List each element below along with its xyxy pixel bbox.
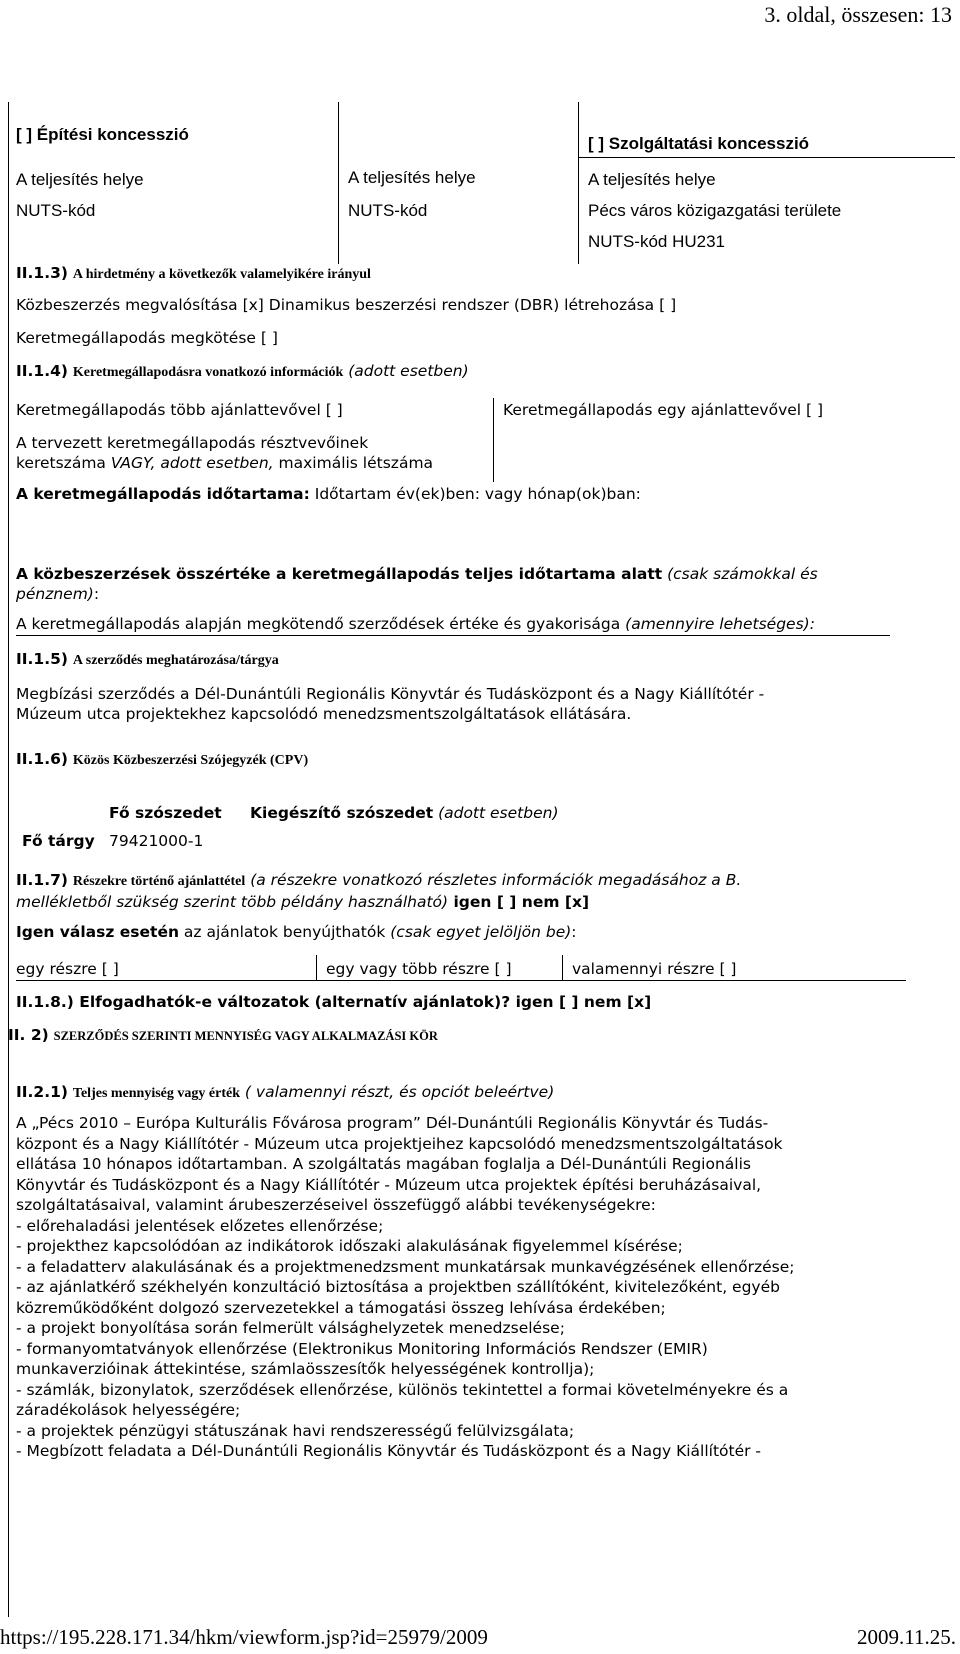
text-line: - számlák, bizonylatok, szerződések ellenőrzése, különös tekintettel a formai követelményekre és a [16,1380,789,1399]
section-note: (a részekre vonatkozó részletes információk megadásához a B. [250,871,742,889]
footer-url[interactable]: https://195.228.171.34/hkm/viewform.jsp?id=25979/2009 [0,1625,488,1649]
page-indicator: 3. oldal, összesen: 13 [764,2,952,27]
total-label: A közbeszerzések összértéke a keretmegállapodás teljes időtartama alatt [16,565,663,583]
section-number: II.1.6) [16,750,68,768]
table-divider-1 [338,102,339,264]
section-number: II.1.5) [16,650,68,668]
section-title: SZERZŐDÉS SZERINTI MENNYISÉG VAGY ALKALMAZÁSI KÖR [53,1029,438,1043]
section-2-heading [8,1026,438,1044]
planned-participants-2 [16,454,433,472]
contract-description-2: Múzeum utca projektekhez kapcsolódó menedzsmentszolgáltatások ellátására. [16,705,632,723]
col2-nuts-label: NUTS-kód [348,201,428,220]
tender-submission [16,923,577,941]
section-title: Közös Közbeszerzési Szójegyzék (CPV) [72,753,309,768]
contract-description-1: Megbízási szerződés a Dél-Dunántúli Regionális Könyvtár és Tudásközpont és a Nagy Kiállítótér - [16,685,765,703]
total-note: pénznem) [16,585,94,603]
section-117-heading [16,871,741,890]
yes-text: az ajánlatok benyújthatók [179,923,391,941]
variants-question: II.1.8.) Elfogadhatók-e változatok (alternatív ajánlatok)? igen [ ] nem [x] [16,993,652,1011]
section-number: II.1.4) [16,362,68,380]
lot-option-one: egy részre [ ] [16,960,119,978]
text-line: Könyvtár és Tudásközpont és a Nagy Kiállítótér - Múzeum utca projektek építési beruházásaival, [16,1175,762,1194]
col1-place-label: A teljesítés helye [16,170,144,189]
framework-duration [16,485,641,503]
section-title: Keretmegállapodásra vonatkozó információk [72,365,344,380]
text-line: közreműködőként dolgozó szervezetekkel a támogatási összeg lehívása érdekében; [16,1298,666,1317]
text-line: - Megbízott feladata a Dél-Dunántúli Regionális Könyvtár és Tudásközpont és a Nagy Kiállítótér - [16,1442,762,1460]
cpv-code: 79421000-1 [109,832,204,850]
section-note: mellékletből szükség szerint több példány használható) [16,893,449,911]
supp-note: (adott esetben) [433,804,559,822]
section-number: II.1.3) [16,264,68,282]
lot-divider-1 [316,955,317,981]
value-note: (amennyire lehetséges): [625,615,815,633]
text-line: szolgáltatásaival, valamint árubeszerzéseivel összefüggő alábbi tevékenységekre: [16,1196,656,1214]
section-116-heading [16,750,308,769]
text-line: központ és a Nagy Kiállítótér - Múzeum utca projektjeihez kapcsolódó menedzsmentszolgáltatások [16,1134,783,1153]
planned-participants: A tervezett keretmegállapodás résztvevőinek [16,434,369,452]
section-114-heading [16,362,469,381]
col3-nuts-code: NUTS-kód HU231 [588,232,725,251]
text-line: - az ajánlatkérő székhelyén konzultáció biztosítása a projektben szállítóként, kivitelezőként, egyéb [16,1278,780,1296]
lot-divider-2 [562,955,563,981]
lot-underline [16,980,906,981]
yes-label: Igen válasz esetén [16,923,179,941]
text-line: - a projektek pénzügyi státuszának havi rendszerességű felülvizsgálata; [16,1421,575,1440]
construction-concession-label: [ ] Építési koncesszió [16,125,189,144]
main-vocabulary-header: Fő szószedet [109,804,222,822]
text-line: - a feladatterv alakulásának és a projektmenedzsment munkatársak munkavégzésének ellenőrzése; [16,1257,795,1276]
value-text: A keretmegállapodás alapján megkötendő szerződések értéke és gyakorisága [16,615,626,633]
section-117-line2 [16,893,589,911]
text-line: - előrehaladási jelentések előzetes ellenőrzése; [16,1216,384,1235]
framework-multiple: Keretmegállapodás több ajánlattevővel [ ] [16,401,343,419]
col3-place-label: A teljesítés helye [588,170,716,189]
supp-label: Kiegészítő szószedet [250,804,434,822]
text-line: - projekthez kapcsolódóan az indikátorok időszaki alakulásának figyelemmel kísérése; [16,1237,683,1255]
duration-label: A keretmegállapodás időtartama: [16,485,310,503]
total-quantity-text [16,1114,794,1463]
footer-date: 2009.11.25. [857,1625,956,1649]
text-line: záradékolások helyességére; [16,1401,241,1419]
lot-option-one-or-more: egy vagy több részre [ ] [326,960,512,978]
yes-colon: : [571,923,577,941]
left-border [8,102,9,1617]
col1-nuts-label: NUTS-kód [16,201,96,220]
table-rule-col3 [579,157,955,158]
section-title: A hirdetmény a következők valamelyikére irányul [72,267,371,282]
service-concession-label: [ ] Szolgáltatási koncesszió [588,134,810,153]
section-number: II.2.1) [16,1083,68,1101]
framework-divider [493,398,494,482]
value-underline [16,635,890,636]
section-title: Részekre történő ajánlattétel [72,874,246,889]
section-221-heading [16,1083,554,1102]
text-part: VAGY, adott esetben, [110,454,274,472]
contract-value-frequency [16,615,815,633]
total-value-2 [16,585,99,603]
section-title: A szerződés meghatározása/tárgya [72,653,279,668]
table-divider-2 [578,102,579,264]
section-note: (adott esetben) [348,362,469,380]
framework-single: Keretmegállapodás egy ajánlattevővel [ ] [503,401,824,419]
section-115-heading [16,650,279,669]
text-line: - a projekt bonyolítása során felmerült válsághelyzetek menedzselése; [16,1319,565,1337]
text-line: A „Pécs 2010 – Európa Kulturális Fővárosa program” Dél-Dunántúli Regionális Könyvtár és Tudás- [16,1114,769,1132]
col2-place-label: A teljesítés helye [348,168,476,187]
total-value [16,565,818,583]
text-line: ellátása 10 hónapos időtartamban. A szolgáltatás magában foglalja a Dél-Dunántúli Regionális [16,1155,751,1173]
main-object-label: Fő tárgy [22,832,95,850]
yes-note: (csak egyet jelöljön be) [390,923,572,941]
total-colon: : [93,585,100,603]
section-113-heading [16,264,371,283]
framework-line: Keretmegállapodás megkötése [ ] [16,329,278,347]
section-number: II. 2) [8,1026,49,1044]
col3-place-value: Pécs város közigazgatási területe [588,201,842,220]
text-part: keretszáma [16,454,111,472]
text-line: - formanyomtatványok ellenőrzése (Elektronikus Monitoring Információs Rendszer (EMIR) [16,1339,708,1358]
text-part: maximális létszáma [273,454,434,472]
procurement-line: Közbeszerzés megvalósítása [x] Dinamikus beszerzési rendszer (DBR) létrehozása [ ] [16,296,677,314]
section-number: II.1.7) [16,871,68,889]
lot-option-all: valamennyi részre [ ] [572,960,737,978]
lots-answer: igen [ ] nem [x] [448,893,590,911]
total-note: (csak számokkal és [662,565,818,583]
section-title: Teljes mennyiség vagy érték [72,1086,240,1101]
text-line: munkaverzióinak áttekintése, számlaösszesítők helyességének kontrollja); [16,1360,595,1378]
supplementary-vocabulary-header [250,804,559,822]
duration-text: Időtartam év(ek)ben: vagy hónap(ok)ban: [309,485,641,503]
section-note: ( valamennyi részt, és opciót beleértve) [244,1083,555,1101]
